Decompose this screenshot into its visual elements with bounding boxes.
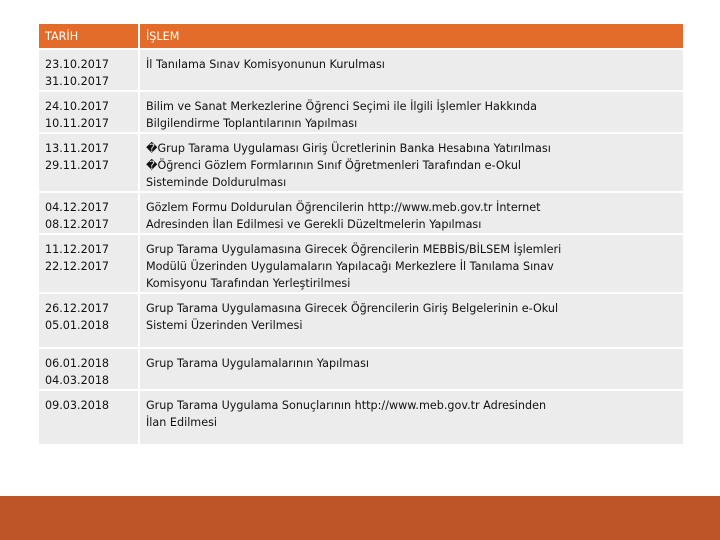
start-date: 24.10.2017 xyxy=(45,100,110,113)
footer-bar xyxy=(0,496,720,540)
end-date: 29.11.2017 xyxy=(45,159,110,172)
date-cell xyxy=(38,133,139,192)
table-row xyxy=(38,133,684,192)
operation-line: Grup Tarama Uygulamalarının Yapılması xyxy=(146,357,370,370)
operation-line: İlan Edilmesi xyxy=(146,416,218,429)
start-date: 11.12.2017 xyxy=(45,243,110,256)
date-cell xyxy=(38,91,139,133)
schedule-table xyxy=(37,22,685,446)
start-date: 26.12.2017 xyxy=(45,302,110,315)
operation-cell xyxy=(139,293,684,348)
operation-cell xyxy=(139,234,684,293)
table-row xyxy=(38,348,684,390)
operation-line: Adresinden İlan Edilmesi ve Gerekli Düzeltmelerin Yapılması xyxy=(146,218,482,231)
operation-line: Grup Tarama Uygulamasına Girecek Öğrencilerin Giriş Belgelerinin e-Okul xyxy=(146,302,559,315)
table-row xyxy=(38,192,684,234)
table-row xyxy=(38,91,684,133)
header-operation: İŞLEM xyxy=(139,23,684,49)
operation-line: Modülü Üzerinden Uygulamaların Yapılacağı Merkezlere İl Tanılama Sınav xyxy=(146,260,554,273)
operation-cell xyxy=(139,192,684,234)
table-row xyxy=(38,234,684,293)
operation-line: Grup Tarama Uygulamasına Girecek Öğrencilerin MEBBİS/BİLSEM İşlemleri xyxy=(146,243,562,256)
operation-line: �Grup Tarama Uygulaması Giriş Ücretlerinin Banka Hesabına Yatırılması xyxy=(146,142,551,155)
end-date: 31.10.2017 xyxy=(45,75,110,88)
operation-cell xyxy=(139,390,684,445)
date-cell xyxy=(38,348,139,390)
operation-line: Bilim ve Sanat Merkezlerine Öğrenci Seçimi ile İlgili İşlemler Hakkında xyxy=(146,100,538,113)
operation-line: Gözlem Formu Doldurulan Öğrencilerin http://www.meb.gov.tr İnternet xyxy=(146,201,541,214)
operation-cell xyxy=(139,91,684,133)
date-cell xyxy=(38,390,139,445)
operation-cell xyxy=(139,133,684,192)
operation-line: �Öğrenci Gözlem Formlarının Sınıf Öğretmenleri Tarafından e-Okul xyxy=(146,159,522,172)
start-date: 13.11.2017 xyxy=(45,142,110,155)
table-row xyxy=(38,49,684,91)
operation-line: İl Tanılama Sınav Komisyonunun Kurulması xyxy=(146,58,385,71)
operation-line: Bilgilendirme Toplantılarının Yapılması xyxy=(146,117,358,130)
operation-cell xyxy=(139,348,684,390)
end-date: 22.12.2017 xyxy=(45,260,110,273)
end-date: 04.03.2018 xyxy=(45,374,110,387)
date-cell xyxy=(38,49,139,91)
end-date: 10.11.2017 xyxy=(45,117,110,130)
end-date: 05.01.2018 xyxy=(45,319,110,332)
table-row xyxy=(38,293,684,348)
end-date: 08.12.2017 xyxy=(45,218,110,231)
table-row xyxy=(38,390,684,445)
start-date: 23.10.2017 xyxy=(45,58,110,71)
operation-cell xyxy=(139,49,684,91)
table-header-row xyxy=(38,23,684,49)
header-date: TARİH xyxy=(38,23,139,49)
operation-line: Grup Tarama Uygulama Sonuçlarının http://www.meb.gov.tr Adresinden xyxy=(146,399,547,412)
start-date: 04.12.2017 xyxy=(45,201,110,214)
start-date: 06.01.2018 xyxy=(45,357,110,370)
operation-line: Sistemi Üzerinden Verilmesi xyxy=(146,319,303,332)
date-cell xyxy=(38,192,139,234)
start-date: 09.03.2018 xyxy=(45,399,110,412)
date-cell xyxy=(38,234,139,293)
operation-line: Sisteminde Doldurulması xyxy=(146,176,287,189)
date-cell xyxy=(38,293,139,348)
operation-line: Komisyonu Tarafından Yerleştirilmesi xyxy=(146,277,351,290)
